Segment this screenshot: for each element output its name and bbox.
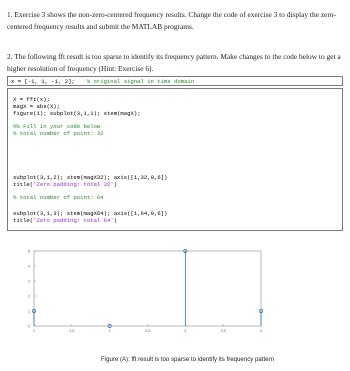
x-tick-label: 1 bbox=[33, 329, 35, 333]
code-line-subplot-64: subplot(3,1,3); stem(magX64); axis([1,64,0,6]) bbox=[13, 210, 168, 217]
figure-caption: Figure (A): fft result is too sparse to identify its frequency pattern bbox=[101, 356, 274, 363]
y-tick-label: 2 bbox=[28, 294, 30, 299]
x-tick-label: 3 bbox=[184, 329, 187, 333]
question-1-text: 1. Exercise 3 shows the non-zero-centered frequency results. Change the code of exercise 3 to display the zero-centered frequency results and submit the MATLAB programs. bbox=[7, 10, 336, 31]
y-tick-label: 3 bbox=[28, 279, 30, 284]
code-title-post: ) bbox=[113, 217, 118, 224]
code-signal: x = [-1, 1, -1, 2]; bbox=[11, 78, 75, 85]
code-line-title-32 bbox=[13, 181, 117, 188]
code-signal-comment: % original signal in time domain bbox=[86, 78, 195, 85]
code-line-signal bbox=[7, 76, 343, 86]
x-tick-label: 2.5 bbox=[145, 329, 150, 333]
x-tick-label: 3.5 bbox=[220, 329, 226, 333]
code-comment-fill: %% Fill in your code below bbox=[13, 123, 101, 130]
x-tick-label: 1.5 bbox=[69, 329, 75, 333]
code-line-figure: figure(1); subplot(3,1,1); stem(magX); bbox=[13, 110, 141, 117]
y-tick-label: 1 bbox=[28, 309, 30, 314]
code-line-subplot-32: subplot(3,1,2); stem(magX32); axis([1,32,0,6]) bbox=[13, 174, 168, 181]
code-comment-32: % total number of point: 32 bbox=[13, 130, 104, 137]
code-block bbox=[7, 88, 343, 231]
code-line-abs: magX = abs(X); bbox=[13, 103, 60, 110]
question-2-text: 2. The following fft result is too sparse to identify its frequency pattern. Make changes to the code below to get a higher resolution of frequency (Hint: Exercise 6). bbox=[7, 52, 341, 73]
code-title-pre: title( bbox=[13, 181, 34, 188]
code-title-string: 'Zero padding: total 64' bbox=[33, 217, 114, 224]
code-title-pre: title( bbox=[13, 217, 34, 224]
code-title-post: ) bbox=[113, 181, 118, 188]
fft-stem-chart bbox=[20, 245, 270, 335]
y-tick-label: 4 bbox=[28, 264, 30, 269]
y-tick-label: 5 bbox=[28, 249, 30, 254]
x-tick-label: 2 bbox=[108, 329, 111, 333]
code-comment-64: % total number of point: 64 bbox=[13, 194, 104, 201]
x-tick-label: 4 bbox=[260, 329, 262, 333]
code-line-fft: X = fft(x); bbox=[13, 96, 50, 103]
code-line-title-64 bbox=[13, 217, 117, 224]
y-tick-label: 0 bbox=[28, 324, 30, 329]
plot-area bbox=[34, 251, 261, 326]
code-title-string: 'Zero padding: total 32' bbox=[33, 181, 114, 188]
